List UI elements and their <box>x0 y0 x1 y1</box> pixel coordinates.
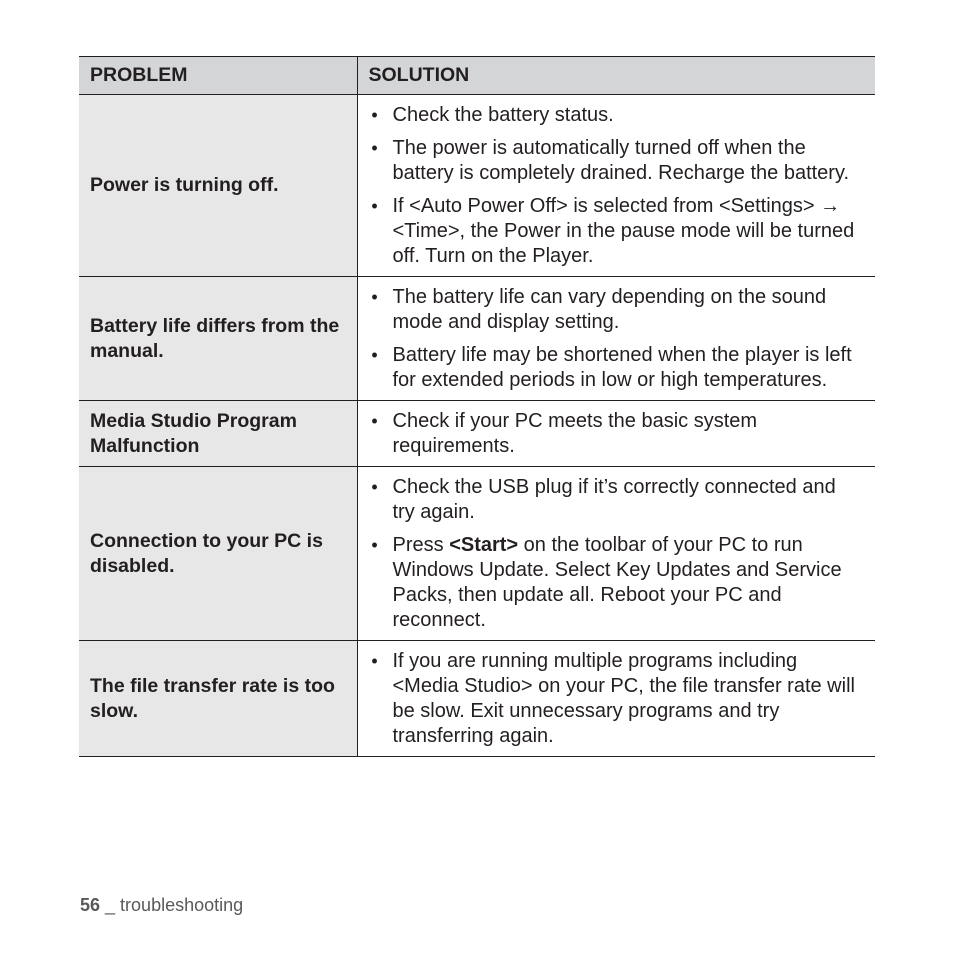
solution-item <box>368 649 864 749</box>
solution-text-prefix: Press <box>392 534 450 556</box>
solution-item <box>368 475 864 525</box>
bullet-icon: • <box>371 138 378 158</box>
section-name: troubleshooting <box>120 895 244 915</box>
solution-text: If <Auto Power Off> is selected from <Settings> → <Time>, the Power in the pause mode will be turned off. Turn on the Player. <box>392 195 855 267</box>
bullet-icon: • <box>371 477 378 497</box>
bullet-icon: • <box>371 651 378 671</box>
solution-text-suffix: on the toolbar of your PC to run Windows Update. Select Key Updates and Service Packs, then update all. Reboot your PC and reconnect. <box>392 534 842 631</box>
troubleshooting-table <box>79 56 875 757</box>
solution-item <box>368 103 864 128</box>
solution-text: The power is automatically turned off when the battery is completely drained. Recharge the battery. <box>392 137 850 184</box>
table-row <box>79 95 875 277</box>
solution-text: Check the battery status. <box>392 104 614 126</box>
footer-separator: _ <box>100 895 121 915</box>
table-row <box>79 467 875 641</box>
solution-list <box>368 649 864 749</box>
solution-item <box>368 533 864 633</box>
solution-cell <box>357 401 875 467</box>
table-row <box>79 401 875 467</box>
problem-cell: Connection to your PC is disabled. <box>79 467 357 641</box>
solution-list <box>368 103 864 269</box>
solution-item <box>368 194 864 269</box>
solution-text: Check if your PC meets the basic system requirements. <box>392 410 758 457</box>
problem-cell: Battery life differs from the manual. <box>79 277 357 401</box>
solution-text: Battery life may be shortened when the player is left for extended periods in low or high temperatures. <box>392 344 852 391</box>
solution-item <box>368 136 864 186</box>
solution-item <box>368 285 864 335</box>
solution-text: Check the USB plug if it’s correctly connected and try again. <box>392 476 836 523</box>
solution-cell <box>357 277 875 401</box>
solution-item <box>368 409 864 459</box>
problem-column-header: PROBLEM <box>79 57 357 95</box>
solution-list <box>368 475 864 633</box>
bullet-icon: • <box>371 287 378 307</box>
solution-cell <box>357 641 875 757</box>
page-footer <box>80 895 243 916</box>
problem-cell: Media Studio Program Malfunction <box>79 401 357 467</box>
table-header-row <box>79 57 875 95</box>
solution-cell <box>357 95 875 277</box>
solution-list <box>368 409 864 459</box>
table-row <box>79 641 875 757</box>
start-key-label: <Start> <box>449 534 519 556</box>
bullet-icon: • <box>371 411 378 431</box>
solution-item <box>368 343 864 393</box>
bullet-icon: • <box>371 105 378 125</box>
bullet-icon: • <box>371 345 378 365</box>
problem-cell: Power is turning off. <box>79 95 357 277</box>
problem-cell: The file transfer rate is too slow. <box>79 641 357 757</box>
page-number: 56 <box>80 895 101 915</box>
solution-text: The battery life can vary depending on the sound mode and display setting. <box>392 286 827 333</box>
solution-column-header: SOLUTION <box>357 57 875 95</box>
table-row <box>79 277 875 401</box>
solution-text: If you are running multiple programs including <Media Studio> on your PC, the file transfer rate will be slow. Exit unnecessary programs and try transferring again. <box>392 650 855 747</box>
bullet-icon: • <box>371 535 378 555</box>
bullet-icon: • <box>371 196 378 216</box>
solution-list <box>368 285 864 393</box>
solution-cell <box>357 467 875 641</box>
